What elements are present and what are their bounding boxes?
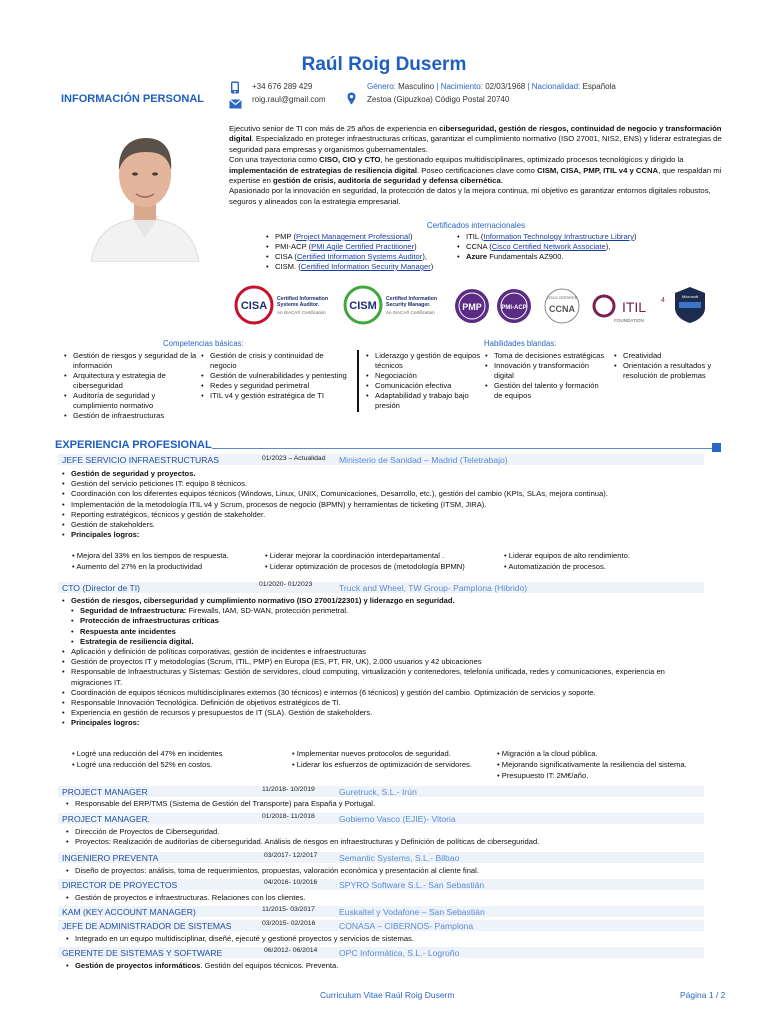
skill-item: • Orientación a resultados y resolución de problemas	[614, 361, 724, 381]
personal-info-title: INFORMACIÓN PERSONAL	[61, 93, 204, 105]
birth-value: 02/03/1968	[485, 82, 526, 91]
skill-item: • Gestión de vulnerabilidades y pentesting	[201, 371, 351, 381]
job-company: Truck and Wheel, TW Group- Pamplona (Hibrido)	[339, 583, 528, 593]
profile-photo	[76, 112, 214, 262]
achievement: • Implementar nuevos protocolos de seguridad.	[292, 749, 451, 758]
job-detail-item: • Aplicación y definición de políticas corporativas, gestión de incidentes e infraestructuras	[62, 647, 702, 657]
job-date: 06/2012- 06/2014	[264, 947, 318, 954]
nationality-label: Nacionalidad:	[531, 82, 581, 91]
job-date: 01/2018- 11/2018	[262, 813, 315, 820]
itil-logo	[590, 290, 668, 326]
experience-title: EXPERIENCIA PROFESIONAL	[55, 439, 212, 451]
certificates-list-right	[457, 232, 697, 262]
job-role: GERENTE DE SISTEMAS Y SOFTWARE	[62, 948, 223, 958]
svg-text:CCNA: CCNA	[549, 304, 575, 314]
skill-item: • Gestión de crisis y continuidad de negocio	[201, 351, 351, 371]
job-role: JEFE SERVICIO INFRAESTRUCTURAS	[62, 455, 219, 465]
achievement: • Migración a la cloud pública.	[497, 749, 598, 758]
job-detail-item: • Gestión de proyectos informáticos. Gestión del equipos técnicos. Preventa.	[66, 961, 706, 971]
job-sub-item: • Protección de infraestructuras críticas	[62, 616, 702, 626]
job-detail-item: • Responsable del ERP/TMS (Sistema de Gestión del Transporte) para España y Portugal.	[66, 799, 706, 809]
svg-text:FOUNDATION: FOUNDATION	[614, 318, 644, 323]
skill-item: • Innovación y transformación digital	[485, 361, 607, 381]
job-details	[66, 866, 706, 876]
job-detail-item: • Dirección de Proyectos de Ciberseguridad.	[66, 827, 706, 837]
skill-item: • Comunicación efectiva	[366, 381, 481, 391]
job-detail-item: • Gestión de stakeholders.	[62, 520, 702, 530]
job-details	[66, 934, 706, 944]
skill-item: • Adaptabilidad y trabajo bajo presión	[366, 391, 481, 411]
birth-label: Nacimiento:	[440, 82, 483, 91]
cert-link[interactable]: Certified Information Systems Auditor	[296, 252, 423, 261]
job-company: OPC Informática, S.L.- Logroño	[339, 948, 460, 958]
job-sub-item: • Seguridad de Infraestructura: Firewalls, IAM, SD-WAN, protección perimetral.	[62, 606, 702, 616]
job-company: Guretruck, S.L.- Irún	[339, 787, 417, 797]
personal-details: Género: Masculino | Nacimiento: 02/03/1968 | Nacionalidad: Española	[367, 82, 616, 91]
skill-item: • Redes y seguridad perimetral	[201, 381, 351, 391]
achievement: • Logré una reducción del 52% en costos.	[72, 760, 213, 769]
svg-text:CISM: CISM	[349, 300, 377, 312]
skill-item: • Toma de decisiones estratégicas	[485, 351, 607, 361]
cism-logo: CISM Certified Information Security Manager. An ISACA® Certification	[343, 285, 451, 325]
job-details	[66, 961, 706, 971]
job-date: 03/2017- 12/2017	[264, 852, 318, 859]
cert-link[interactable]: Cisco Certified Network Associate	[491, 242, 606, 251]
achievement: • Liderar equipos de alto rendimiento.	[504, 551, 630, 560]
job-sub-item: • Respuesta ante incidentes	[62, 627, 702, 637]
svg-text:PMP: PMP	[462, 302, 482, 312]
soft-skills-col2	[614, 351, 724, 381]
job-detail-item: • Proyectos: Realización de auditorías de ciberseguridad. Análisis de riesgos en infraestructuras y Definición de políticas de ciberseguridad.	[66, 837, 706, 847]
certificates-list-left	[266, 232, 456, 272]
cert-item: • ITIL (Information Technology Infrastructure Library)	[457, 232, 697, 242]
job-company: Euskaltel y Vodafone – San Sebastián	[339, 907, 485, 917]
skill-item: • ITIL v4 y gestión estratégica de TI	[201, 391, 351, 401]
job-details	[66, 893, 706, 903]
job-role: CTO (Director de TI)	[62, 583, 140, 593]
job-detail-item: • Gestión de riesgos, ciberseguridad y cumplimiento normativo (ISO 27001/22301) y liderazgo en seguridad.	[62, 596, 702, 606]
achievement: • Liderar optimización de procesos de (metodología BPMN)	[265, 562, 465, 571]
nationality-value: Española	[582, 82, 616, 91]
skill-item: • Negociación	[366, 371, 481, 381]
job-company: Gobierno Vasco (EJIE)- Vitoria	[339, 814, 456, 824]
basic-skills-col2	[201, 351, 351, 401]
gender-value: Masculino	[398, 82, 435, 91]
skill-item: • Liderazgo y gestión de equipos técnicos	[366, 351, 481, 371]
job-details	[62, 596, 702, 729]
job-company: CONASA – CIBERNOS- Pamplona	[339, 921, 474, 931]
job-detail-item: • Reporting estratégicos, técnicos y gestión de stakeholder.	[62, 510, 702, 520]
footer-page-number: Página 1 / 2	[680, 990, 726, 1000]
cert-link[interactable]: Information Technology Infrastructure Library	[483, 232, 634, 241]
cert-item: • Azure Fundamentals AZ900.	[457, 252, 697, 262]
job-date: 11/2018- 10/2019	[262, 786, 315, 793]
cert-item: • CISM. (Certified Information Security Manager)	[266, 262, 456, 272]
job-company: Semantic Systems, S.L.- Bilbao	[339, 853, 460, 863]
achievement: • Mejorando significativamente la resiliencia del sistema.	[497, 760, 687, 769]
achievement: • Aumento del 27% en la productividad	[72, 562, 203, 571]
job-detail-item: • Principales logros:	[62, 530, 702, 540]
job-detail-item: • Gestión del servicio peticiones IT: equipo 8 técnicos.	[62, 479, 702, 489]
skill-item: • Auditoría de seguridad y cumplimiento normativo	[64, 391, 199, 411]
cert-link[interactable]: Certified Information Security Manager	[300, 262, 431, 271]
cert-link[interactable]: PMI Agile Certified Practitioner	[311, 242, 415, 251]
azure-logo	[673, 286, 707, 324]
gender-label: Género:	[367, 82, 396, 91]
job-role: JEFE DE ADMINISTRADOR DE SISTEMAS	[62, 921, 232, 931]
phone-icon	[230, 81, 240, 94]
job-detail-item: • Responsable Innovación Tecnológica. Definición de objetivos estratégicos de TI.	[62, 698, 702, 708]
job-date: 11/2015- 03/2017	[262, 906, 315, 913]
professional-summary: Ejecutivo senior de TI con más de 25 años de experiencia en ciberseguridad, gestión de riesgos, continuidad de negocio y transformación digital. Especializado en proteger infraestructuras críticas, garantizar el cumplimiento normativo (ISO 27001, NIS2, ENS) y liderar estrategias de seguridad para empresas y organismos gubernamentales. Con una trayectoria como CISO, CIO y CTO, he gestionado equipos multidisciplinares, optimizado procesos tecnológicos y dirigido la implementación de estrategias de resiliencia digital. Poseo certificaciones clave como CISM, CISA, PMP, ITIL v4 y CCNA, que respaldan mi expertise en gestión de crisis, auditoría de seguridad y defensa cibernética. Apasionado por la innovación en seguridad, la protección de datos y la mejora continua, mi objetivo es garantizar entornos digitales robustos, seguros y alineados con la estrategia empresarial.	[229, 124, 722, 206]
cert-item: • PMI-ACP (PMI Agile Certified Practitioner)	[266, 242, 456, 252]
job-sub-item: • Estrategia de resiliencia digital.	[62, 637, 702, 647]
candidate-name: Raúl Roig Duserm	[301, 54, 467, 75]
cisa-logo: CISA Certified Information Systems Auditor. An ISACA® Certification	[234, 285, 342, 325]
svg-text:PMI-ACP: PMI-ACP	[501, 305, 527, 311]
job-detail-item: • Implementación de la metodología ITIL v4 y Scrum, procesos de negocio (BPMN) y herramientas de ticketing (ITSM, JIRA).	[62, 500, 702, 510]
skill-item: • Gestión del talento y formación de equipos	[485, 381, 607, 401]
cert-item: • CCNA (Cisco Certified Network Associate),	[457, 242, 697, 252]
job-role: KAM (KEY ACCOUNT MANAGER)	[62, 907, 196, 917]
job-details	[66, 827, 706, 847]
experience-rule	[212, 448, 712, 449]
skill-item: • Arquitectura y estrategia de ciberseguridad	[64, 371, 199, 391]
basic-skills-col1	[64, 351, 199, 421]
achievement: • Liderar los esfuerzos de optimización de servidores.	[292, 760, 472, 769]
basic-skills-title: Competencias básicas:	[163, 339, 244, 348]
email-icon	[229, 96, 242, 114]
address: Zestoa (Gipuzkoa) Código Postal 20740	[367, 95, 510, 104]
cert-link[interactable]: Project Management Professional	[295, 232, 410, 241]
svg-text:Microsoft: Microsoft	[681, 294, 699, 299]
job-detail-item: • Experiencia en gestión de recursos y presupuestos de IT (SLA). Gestión de stakeholders.	[62, 708, 702, 718]
experience-square-marker	[712, 443, 721, 452]
cert-item: • PMP (Project Management Professional)	[266, 232, 456, 242]
job-detail-item: • Gestión de proyectos e infraestructuras. Relaciones con los clientes.	[66, 893, 706, 903]
svg-text:CISCO CERTIFIED: CISCO CERTIFIED	[546, 296, 578, 300]
job-detail-item: • Diseño de proyectos: análisis, toma de requerimientos, propuestas, valoración económica y presentación al cliente final.	[66, 866, 706, 876]
skill-item: • Creatividad	[614, 351, 724, 361]
skill-item: • Gestión de infraestructuras	[64, 411, 199, 421]
job-role: PROJECT MANAGER	[62, 787, 148, 797]
job-date: 04/2016- 10/2016	[264, 879, 318, 886]
soft-skills-col1	[485, 351, 607, 401]
achievement: • Automatización de procesos.	[504, 562, 606, 571]
cert-item: • CISA (Certified Information Systems Auditor),	[266, 252, 456, 262]
job-details	[62, 469, 702, 540]
pmi-acp-logo	[496, 288, 532, 324]
achievement: • Mejora del 33% en los tiempos de respuesta.	[72, 551, 229, 560]
job-detail-item: • Responsable de Infraestructuras y Sistemas: Gestión de servidores, cloud computing, virtualización y contenedores, telefonía unificada, redes y comunicaciones, experiencia en migraciones IT.	[62, 667, 702, 687]
email-address[interactable]: roig.raul@gmail.com	[252, 95, 326, 104]
achievement: • Presupuesto IT: 2M€/año.	[497, 771, 589, 780]
svg-text:CISA: CISA	[240, 300, 268, 312]
job-date: 03/2015- 02/2016	[262, 920, 316, 927]
job-detail-item: • Coordinación de equipos técnicos multidisciplinares externos (30 técnicos) e internos (6 técnicos) y gestión del cambio. Optimización de servicios y soporte.	[62, 688, 702, 698]
svg-text:ITIL: ITIL	[621, 299, 647, 315]
job-detail-item: • Principales logros:	[62, 718, 702, 728]
job-detail-item: • Gestión de seguridad y proyectos.	[62, 469, 702, 479]
job-role: PROJECT MANAGER.	[62, 814, 151, 824]
certificates-title: Certificados internacionales	[426, 221, 526, 230]
job-details	[66, 799, 706, 809]
job-role: DIRECTOR DE PROYECTOS	[62, 880, 178, 890]
phone-number[interactable]: +34 676 289 429	[252, 82, 313, 91]
job-detail-item: • Gestión de proyectos IT y metodologías (Scrum, ITIL, PMP) en Europa (ES, PT, FR, UK), 2.000 usuarios y 42 ubicaciones	[62, 657, 702, 667]
skill-item: • Gestión de riesgos y seguridad de la información	[64, 351, 199, 371]
job-date: 01/2020- 01/2023	[259, 581, 313, 588]
location-pin-icon	[347, 92, 356, 110]
soft-skills-title: Habilidades blandas:	[484, 339, 557, 348]
skills-divider	[357, 350, 359, 412]
svg-text:4: 4	[661, 297, 665, 304]
footer-title: Curriculum Vitae Raúl Roig Duserm	[320, 990, 455, 1000]
ccna-logo	[538, 288, 586, 324]
job-detail-item: • Integrado en un equipo multidisciplinar, diseñé, ejecuté y gestioné proyectos y servicios de sistemas.	[66, 934, 706, 944]
achievement: • Liderar mejorar la coordinación interdepartamental .	[265, 551, 445, 560]
job-role: INGENIERO PREVENTA	[62, 853, 159, 863]
job-company: Ministerio de Sanidad – Madrid (Teletrabajo)	[339, 455, 508, 465]
basic-skills-col3	[366, 351, 481, 411]
job-company: SPYRO Software S.L.- San Sebastián	[339, 880, 485, 890]
achievement: • Logré una reducción del 47% en incidentes	[72, 749, 223, 758]
job-detail-item: • Coordinación con los diferentes equipos técnicos (Windows, Linux, UNIX, Comunicaciones, Desarrollo, etc.), gestión del cambio (KPIs, SLAs, mejora continua).	[62, 489, 702, 499]
pmp-logo	[454, 288, 490, 324]
job-date: 01/2023 – Actualidad	[262, 455, 326, 462]
